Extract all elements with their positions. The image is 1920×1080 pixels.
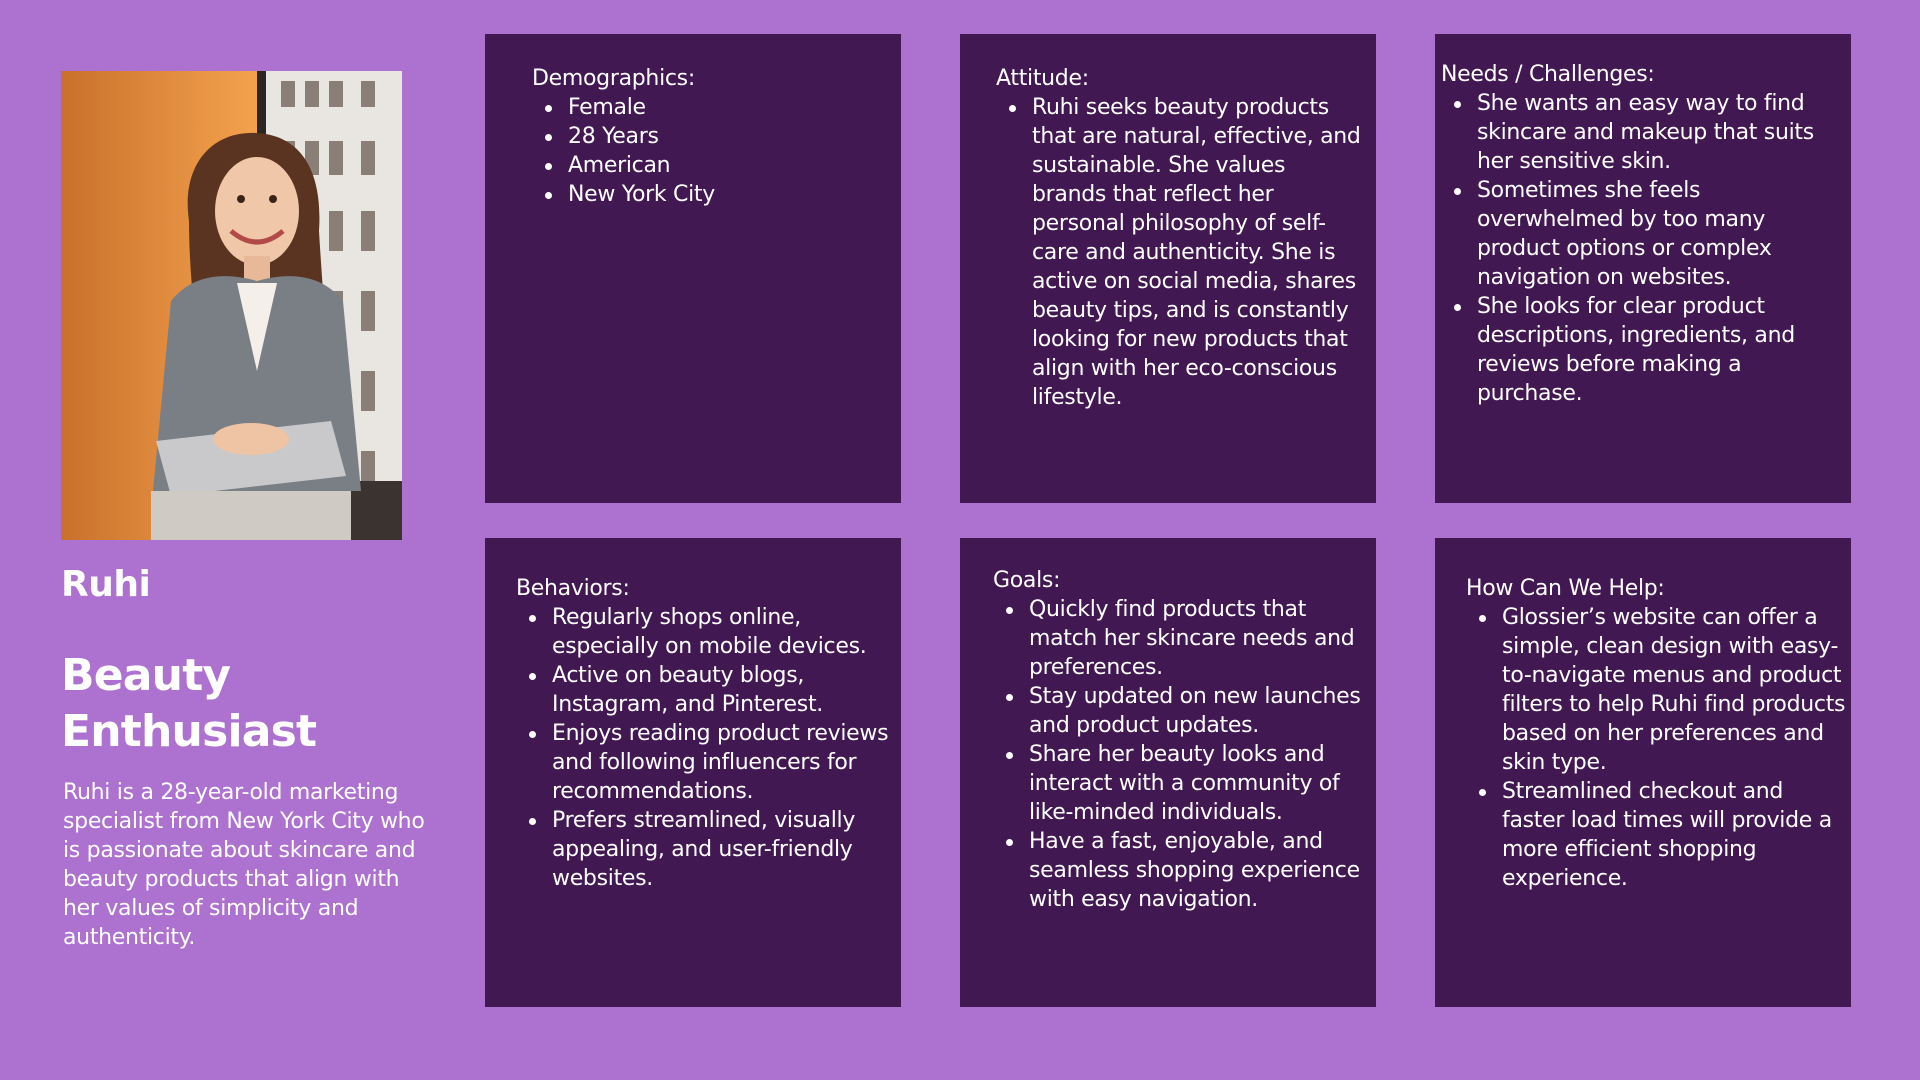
list-item-text: Prefers streamlined, visually appealing, and user-friendly websites. bbox=[552, 808, 856, 891]
list-item-text: Active on beauty blogs, Instagram, and Pinterest. bbox=[552, 663, 823, 717]
how-can-we-help-card bbox=[1435, 538, 1851, 1007]
list-item-text: Share her beauty looks and interact with a community of like-minded individuals. bbox=[1029, 742, 1340, 825]
list-item-text: Streamlined checkout and faster load times will provide a more efficient shopping experience. bbox=[1502, 779, 1832, 891]
list-item-text: Stay updated on new launches and product updates. bbox=[1029, 684, 1361, 738]
list-item-text: Glossier’s website can offer a simple, clean design with easy-to-navigate menus and product filters to help Ruhi find products based on her preferences and skin type. bbox=[1502, 605, 1846, 775]
list-item bbox=[996, 93, 1364, 412]
help-list bbox=[1466, 603, 1846, 893]
bullet-icon bbox=[545, 163, 552, 170]
persona-bio: Ruhi is a 28-year-old marketing specialist from New York City who is passionate about skincare and beauty products that align with her values of simplicity and authenticity. bbox=[63, 780, 425, 950]
list-item bbox=[1441, 89, 1846, 176]
bullet-icon bbox=[1454, 101, 1461, 108]
card-title: How Can We Help: bbox=[1466, 576, 1665, 601]
list-item bbox=[993, 740, 1368, 827]
list-item bbox=[1441, 292, 1846, 408]
list-item-text: American bbox=[568, 153, 671, 178]
list-item-text: She looks for clear product descriptions, ingredients, and reviews before making a purchase. bbox=[1477, 294, 1795, 406]
goals-list bbox=[993, 595, 1368, 914]
list-item-text: Quickly find products that match her skincare needs and preferences. bbox=[1029, 597, 1355, 680]
persona-role: Beauty Enthusiast bbox=[61, 650, 317, 757]
list-item bbox=[993, 682, 1368, 740]
behaviors-list bbox=[516, 603, 896, 893]
list-item bbox=[993, 827, 1368, 914]
needs-list bbox=[1441, 89, 1846, 408]
demographics-list bbox=[532, 93, 882, 209]
list-item-text: She wants an easy way to find skincare and makeup that suits her sensitive skin. bbox=[1477, 91, 1814, 174]
list-item-text: 28 Years bbox=[568, 124, 659, 149]
persona-photo bbox=[61, 71, 402, 540]
list-item bbox=[532, 122, 882, 151]
bullet-icon bbox=[1009, 105, 1016, 112]
list-item-text: Female bbox=[568, 95, 646, 120]
bullet-icon bbox=[529, 673, 536, 680]
list-item bbox=[532, 93, 882, 122]
card-title: Attitude: bbox=[996, 66, 1089, 91]
list-item bbox=[993, 595, 1368, 682]
list-item-text: Enjoys reading product reviews and following influencers for recommendations. bbox=[552, 721, 889, 804]
bullet-icon bbox=[1454, 188, 1461, 195]
behaviors-card bbox=[485, 538, 901, 1007]
persona-name: Ruhi bbox=[61, 564, 151, 605]
card-title: Goals: bbox=[993, 568, 1061, 593]
list-item-text: New York City bbox=[568, 182, 715, 207]
card-title: Behaviors: bbox=[516, 576, 630, 601]
list-item bbox=[1466, 603, 1846, 777]
attitude-list bbox=[996, 93, 1364, 412]
list-item-text: Ruhi seeks beauty products that are natural, effective, and sustainable. She values brands that reflect her personal philosophy of self-care and authenticity. She is active on social media, shares beauty tips, and is constantly looking for new products that align with her eco-conscious lifestyle. bbox=[1032, 95, 1361, 410]
attitude-card bbox=[960, 34, 1376, 503]
bullet-icon bbox=[1479, 789, 1486, 796]
list-item-text: Sometimes she feels overwhelmed by too many product options or complex navigation on websites. bbox=[1477, 178, 1772, 290]
list-item bbox=[516, 806, 896, 893]
bullet-icon bbox=[1454, 304, 1461, 311]
list-item bbox=[1441, 176, 1846, 292]
list-item-text: Regularly shops online, especially on mobile devices. bbox=[552, 605, 867, 659]
list-item bbox=[532, 180, 882, 209]
demographics-card bbox=[485, 34, 901, 503]
needs-challenges-card bbox=[1435, 34, 1851, 503]
bullet-icon bbox=[545, 105, 552, 112]
card-title: Demographics: bbox=[532, 66, 695, 91]
list-item bbox=[532, 151, 882, 180]
bullet-icon bbox=[1006, 752, 1013, 759]
bullet-icon bbox=[529, 818, 536, 825]
bullet-icon bbox=[1006, 839, 1013, 846]
card-title: Needs / Challenges: bbox=[1441, 62, 1655, 87]
list-item bbox=[1466, 777, 1846, 893]
goals-card bbox=[960, 538, 1376, 1007]
list-item-text: Have a fast, enjoyable, and seamless shopping experience with easy navigation. bbox=[1029, 829, 1360, 912]
list-item bbox=[516, 603, 896, 661]
list-item bbox=[516, 661, 896, 719]
bullet-icon bbox=[1006, 694, 1013, 701]
bullet-icon bbox=[1479, 615, 1486, 622]
bullet-icon bbox=[545, 134, 552, 141]
bullet-icon bbox=[529, 615, 536, 622]
list-item bbox=[516, 719, 896, 806]
bullet-icon bbox=[529, 731, 536, 738]
bullet-icon bbox=[1006, 607, 1013, 614]
bullet-icon bbox=[545, 192, 552, 199]
